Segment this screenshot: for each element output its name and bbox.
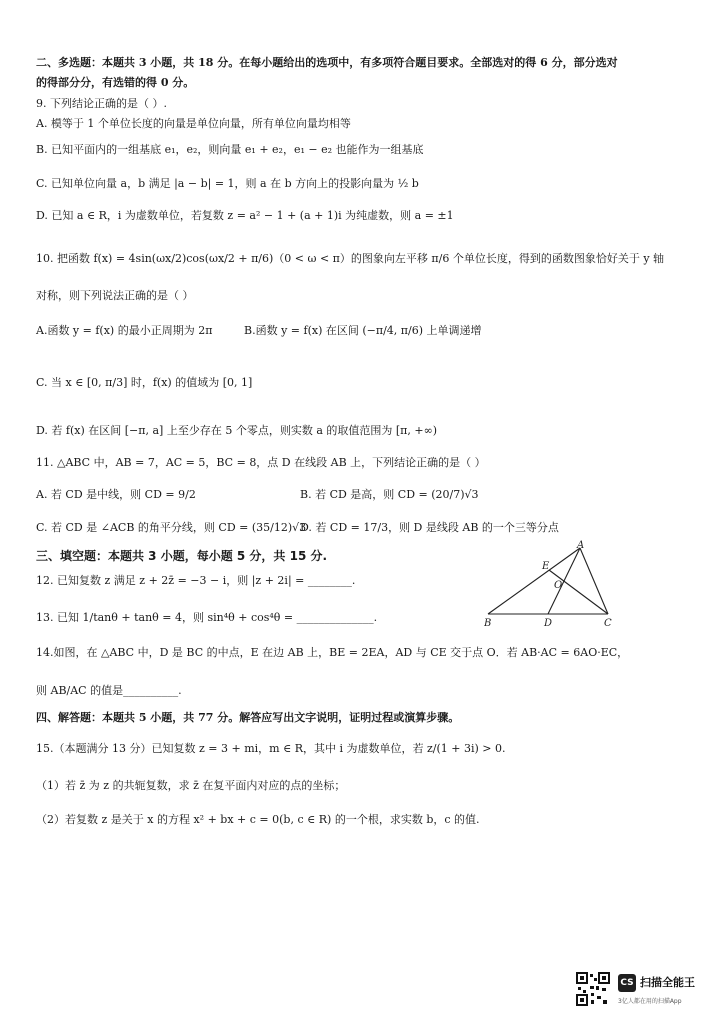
- q15-stem: 15.（本题满分 13 分）已知复数 z = 3 + mi，m ∈ R，其中 i 为虚数单位，若 z/(1 + 3i) > 0.: [36, 742, 506, 755]
- section-3-header: 三、填空题：本题共 3 小题，每小题 5 分，共 15 分.: [36, 549, 328, 563]
- label-c: C: [604, 618, 612, 629]
- question-12: 12. 已知复数 z 满足 z + 2z̄ = −3 − i，则 |z + 2i| = ________.: [36, 574, 356, 587]
- q14-line-2: 则 AB/AC 的值是__________.: [36, 684, 182, 697]
- q11-option-b: B. 若 CD 是高，则 CD = (20/7)√3: [300, 488, 479, 501]
- q10-option-c: C. 当 x ∈ [0, π/3] 时，f(x) 的值域为 [0, 1]: [36, 376, 253, 389]
- q9-option-b: B. 已知平面内的一组基底 e₁，e₂，则向量 e₁ + e₂，e₁ − e₂ 也能作为一组基底: [36, 143, 424, 156]
- q9-stem: 9. 下列结论正确的是（ ）.: [36, 97, 167, 110]
- scanner-brand-name: 扫描全能王: [640, 976, 695, 989]
- label-o: O: [554, 580, 563, 591]
- q10-option-b: B.函数 y = f(x) 在区间 (−π/4, π/6) 上单调递增: [244, 324, 482, 337]
- q11-option-a: A. 若 CD 是中线，则 CD = 9/2: [36, 488, 196, 501]
- q10-stem-line-1: 10. 把函数 f(x) = 4sin(ωx/2)cos(ωx/2 + π/6)（0 < ω < π）的图象向左平移 π/6 个单位长度，得到的函数图象恰好关于 y 轴: [36, 252, 665, 265]
- q15-part-2: （2）若复数 z 是关于 x 的方程 x² + bx + c = 0(b, c ∈ R) 的一个根，求实数 b，c 的值.: [36, 813, 480, 826]
- q15-part-1: （1）若 z̄ 为 z 的共轭复数，求 z̄ 在复平面内对应的点的坐标；: [36, 779, 346, 792]
- label-a: A: [577, 540, 585, 551]
- q10-option-a: A.函数 y = f(x) 的最小正周期为 2π: [36, 324, 213, 337]
- q11-option-c: C. 若 CD 是 ∠ACB 的角平分线，则 CD = (35/12)√3: [36, 521, 307, 534]
- section-2-header-line-2: 的得部分分，有选错的得 0 分。: [36, 76, 195, 89]
- question-13: 13. 已知 1/tanθ + tanθ = 4，则 sin⁴θ + cos⁴θ = ______________.: [36, 611, 378, 624]
- q10-option-d: D. 若 f(x) 在区间 [−π, a] 上至少存在 5 个零点，则实数 a 的取值范围为 [π, +∞): [36, 424, 438, 437]
- section-4-header: 四、解答题：本题共 5 小题，共 77 分。解答应写出文字说明，证明过程或演算步骤。: [36, 711, 460, 724]
- label-e: E: [542, 561, 550, 572]
- label-d: D: [544, 618, 553, 629]
- q9-option-a: A. 模等于 1 个单位长度的向量是单位向量，所有单位向量均相等: [36, 117, 351, 130]
- q9-option-d: D. 已知 a ∈ R，i 为虚数单位，若复数 z = a² − 1 + (a + 1)i 为纯虚数，则 a = ±1: [36, 209, 454, 222]
- q9-option-c: C. 已知单位向量 a，b 满足 |a − b| = 1，则 a 在 b 方向上的投影向量为 ½ b: [36, 177, 419, 190]
- q11-stem: 11. △ABC 中，AB = 7，AC = 5，BC = 8，点 D 在线段 AB 上，下列结论正确的是（ ）: [36, 456, 486, 469]
- section-2-header-line-1: 二、多选题：本题共 3 小题，共 18 分。在每小题给出的选项中，有多项符合题目要求。全部选对的得 6 分，部分选对: [36, 56, 618, 69]
- cs-logo-icon: CS: [618, 974, 636, 992]
- q10-stem-line-2: 对称，则下列说法正确的是（ ）: [36, 289, 194, 302]
- triangle-figure: [484, 538, 616, 630]
- q11-option-d: D. 若 CD = 17/3，则 D 是线段 AB 的一个三等分点: [300, 521, 559, 534]
- scanner-watermark: [576, 972, 716, 1012]
- side-ab: [488, 548, 580, 614]
- q14-line-1: 14.如图，在 △ABC 中，D 是 BC 的中点，E 在边 AB 上，BE = 2EA，AD 与 CE 交于点 O．若 AB·AC = 6AO·EC，: [36, 646, 629, 659]
- scanner-slogan: 3亿人都在用的扫描App: [618, 998, 682, 1005]
- qr-code-icon: [576, 972, 610, 1006]
- label-b: B: [484, 618, 492, 629]
